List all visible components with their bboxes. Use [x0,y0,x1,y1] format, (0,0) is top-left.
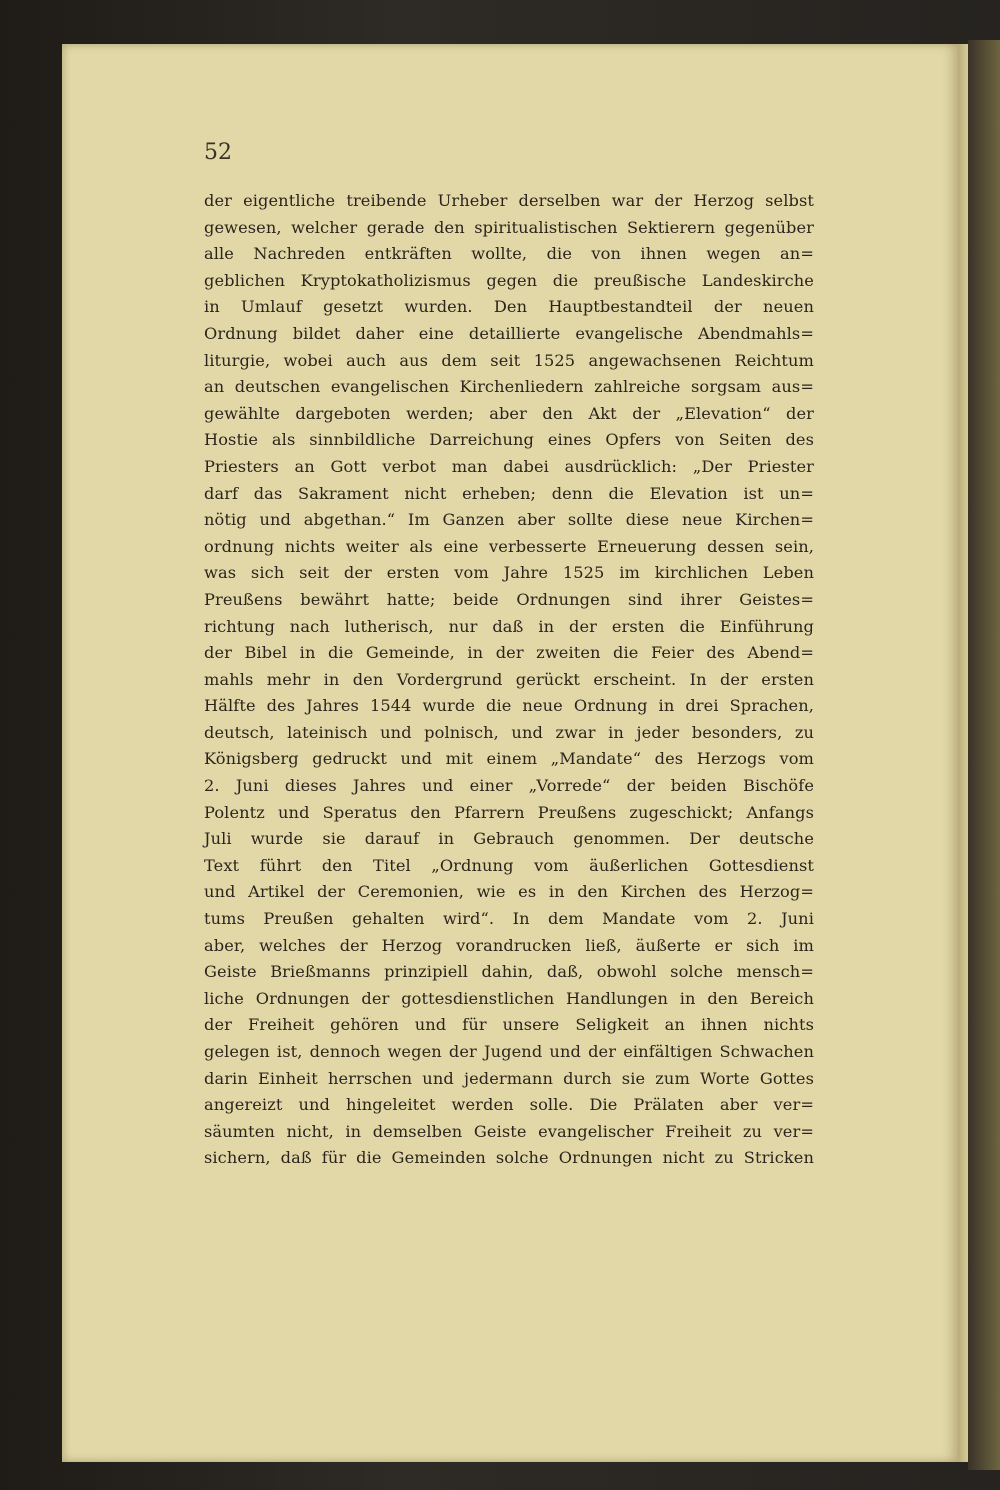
facing-page-edge [968,40,1000,1470]
text-line: angereizt und hingeleitet werden solle. Die Prälaten aber ver= [204,1095,814,1115]
text-line: der eigentliche treibende Urheber derselben war der Herzog selbst [204,191,814,210]
text-line: richtung nach lutherisch, nur daß in der ersten die Einführung [204,616,814,636]
body-text [204,188,814,1172]
text-line: Preußens bewährt hatte; beide Ordnungen sind ihrer Geistes= [204,589,814,609]
text-line: darf das Sakrament nicht erheben; denn die Elevation ist un= [204,483,814,503]
text-line: 2. Juni dieses Jahres und einer „Vorrede“ der beiden Bischöfe [204,776,814,796]
text-line: nötig und abgethan.“ Im Ganzen aber sollte diese neue Kirchen= [204,510,814,530]
text-line: an deutschen evangelischen Kirchenliedern zahlreiche sorgsam aus= [204,377,814,397]
text-line: aber, welches der Herzog vorandrucken ließ, äußerte er sich im [204,935,814,955]
text-line: tums Preußen gehalten wird“. In dem Mandate vom 2. Juni [204,909,814,929]
text-line: der Freiheit gehören und für unsere Seligkeit an ihnen nichts [204,1015,814,1035]
text-line: säumten nicht, in demselben Geiste evangelischer Freiheit zu ver= [204,1121,814,1141]
text-line: Ordnung bildet daher eine detaillierte evangelische Abendmahls= [204,323,814,343]
text-line: Hälfte des Jahres 1544 wurde die neue Ordnung in drei Sprachen, [204,696,814,716]
text-line: ordnung nichts weiter als eine verbesserte Erneuerung dessen sein, [204,536,814,556]
text-line: darin Einheit herrschen und jedermann durch sie zum Worte Gottes [204,1068,814,1088]
text-line: Hostie als sinnbildliche Darreichung eines Opfers von Seiten des [204,430,814,450]
text-line: sichern, daß für die Gemeinden solche Ordnungen nicht zu Stricken [204,1148,814,1168]
text-line: Priesters an Gott verbot man dabei ausdrücklich: „Der Priester [204,456,814,476]
text-line: in Umlauf gesetzt wurden. Den Hauptbestandteil der neuen [204,297,814,317]
page-number: 52 [204,140,232,165]
page-gutter-edge [958,44,968,1462]
text-line: deutsch, lateinisch und polnisch, und zwar in jeder besonders, zu [204,722,814,742]
text-line: liche Ordnungen der gottesdienstlichen Handlungen in den Bereich [204,988,814,1008]
text-line: gewählte dargeboten werden; aber den Akt der „Elevation“ der [204,403,814,423]
text-line: Geiste Brießmanns prinzipiell dahin, daß, obwohl solche mensch= [204,962,814,982]
text-line: und Artikel der Ceremonien, wie es in den Kirchen des Herzog= [204,882,814,902]
text-line: gelegen ist, dennoch wegen der Jugend und der einfältigen Schwachen [204,1042,814,1061]
text-line: der Bibel in die Gemeinde, in der zweiten die Feier des Abend= [204,643,814,663]
text-line: was sich seit der ersten vom Jahre 1525 im kirchlichen Leben [204,563,814,583]
text-line: alle Nachreden entkräften wollte, die von ihnen wegen an= [204,244,814,264]
text-line: Text führt den Titel „Ordnung vom äußerlichen Gottesdienst [204,855,814,875]
text-line: liturgie, wobei auch aus dem seit 1525 angewachsenen Reichtum [204,350,814,370]
text-line: Königsberg gedruckt und mit einem „Mandate“ des Herzogs vom [204,749,814,769]
text-line: geblichen Kryptokatholizismus gegen die preußische Landeskirche [204,270,814,290]
text-line: Juli wurde sie darauf in Gebrauch genommen. Der deutsche [204,829,814,849]
text-line: mahls mehr in den Vordergrund gerückt erscheint. In der ersten [204,669,814,689]
text-line: gewesen, welcher gerade den spiritualistischen Sektierern gegenüber [204,217,814,237]
text-line: Polentz und Speratus den Pfarrern Preußens zugeschickt; Anfangs [204,802,814,822]
